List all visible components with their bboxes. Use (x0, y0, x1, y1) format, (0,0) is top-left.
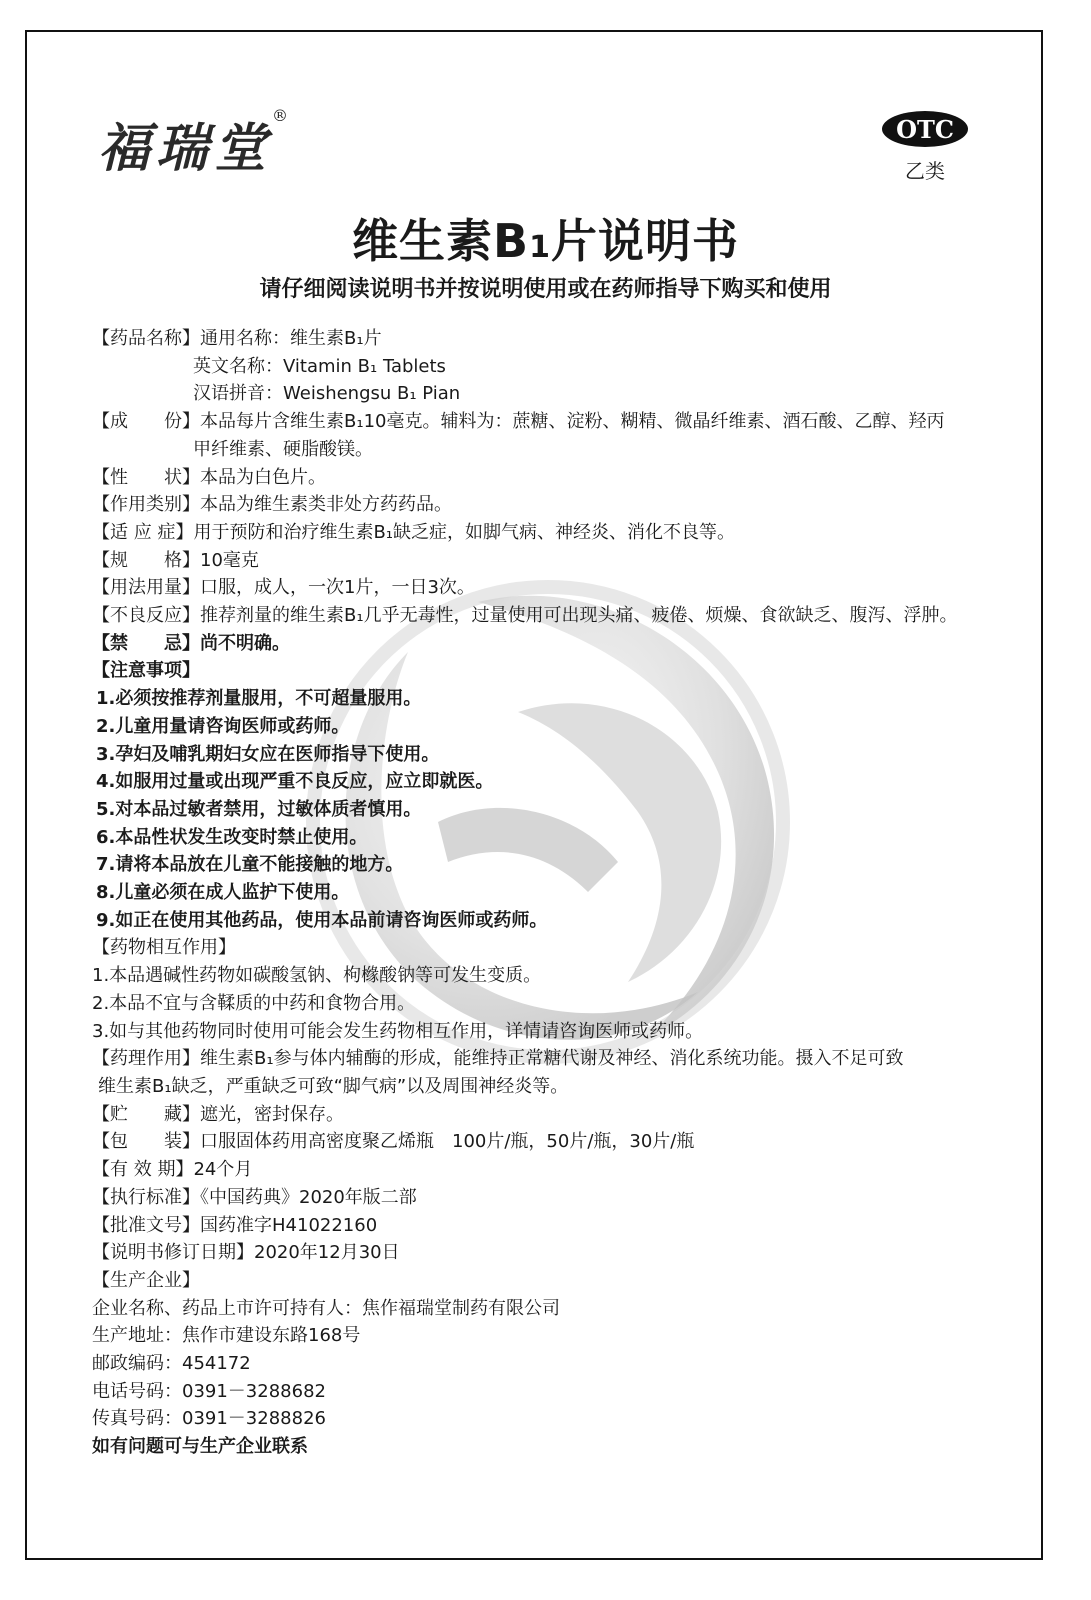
instructions-body (92, 325, 992, 1461)
text-line: 【药理作用】维生素B₁参与体内辅酶的形成，能维持正常糖代谢及神经、消化系统功能。摄入不足可致 (92, 1048, 904, 1070)
text-line: 3.孕妇及哺乳期妇女应在医师指导下使用。 (96, 743, 440, 765)
text-line: 1.必须按推荐剂量服用，不可超量服用。 (96, 688, 422, 710)
text-line: 【药品名称】通用名称：维生素B₁片 (92, 328, 382, 349)
text-line: 9.如正在使用其他药品，使用本品前请咨询医师或药师。 (96, 909, 548, 931)
text-line: 【成 份】本品每片含维生素B₁10毫克。辅料为：蔗糖、淀粉、糊精、微晶纤维素、酒石酸、乙醇、羟丙 (92, 411, 945, 433)
text-line: 【注意事项】 (92, 660, 200, 682)
text-line: 【药物相互作用】 (92, 937, 236, 959)
text-line: 【适 应 症】用于预防和治疗维生素B₁缺乏症，如脚气病、神经炎、消化不良等。 (92, 521, 736, 543)
text-line: 8.儿童必须在成人监护下使用。 (96, 882, 350, 904)
text-line: 2.本品不宜与含鞣质的中药和食物合用。 (92, 992, 416, 1014)
text-line: 邮政编码：454172 (92, 1353, 251, 1375)
text-line: 【用法用量】口服，成人，一次1片，一日3次。 (92, 577, 475, 599)
text-line: 【禁 忌】尚不明确。 (92, 632, 290, 654)
text-line: 【规 格】10毫克 (92, 549, 259, 571)
text-line: 生产地址：焦作市建设东路168号 (92, 1325, 361, 1347)
text-line: 【说明书修订日期】2020年12月30日 (92, 1242, 400, 1264)
text-line: 电话号码：0391－3288682 (92, 1380, 326, 1402)
text-line: 1.本品遇碱性药物如碳酸氢钠、枸橼酸钠等可发生变质。 (92, 965, 542, 987)
otc-class-label: 乙类 (905, 159, 945, 183)
text-line: 企业名称、药品上市许可持有人：焦作福瑞堂制药有限公司 (92, 1297, 560, 1319)
text-line: 【生产企业】 (92, 1269, 200, 1291)
text-line: 汉语拼音：Weishengsu B₁ Pian (193, 383, 461, 405)
text-line: 【包 装】口服固体药用高密度聚乙烯瓶 100片/瓶，50片/瓶，30片/瓶 (92, 1131, 695, 1153)
brand-logo: 福瑞堂® (98, 106, 289, 179)
text-line: 3.如与其他药物同时使用可能会发生药物相互作用，详情请咨询医师或药师。 (92, 1020, 704, 1042)
text-line: 【不良反应】推荐剂量的维生素B₁几乎无毒性，过量使用可出现头痛、疲倦、烦燥、食欲缺乏、腹泻、浮肿。 (92, 605, 958, 627)
text-line: 传真号码：0391－3288826 (92, 1408, 326, 1430)
otc-badge: OTC (882, 111, 968, 147)
page-title: 维生素B1片说明书 (352, 214, 739, 268)
text-line: 2.儿童用量请咨询医师或药师。 (96, 715, 350, 737)
text-line: 维生素B₁缺乏，严重缺乏可致“脚气病”以及周围神经炎等。 (98, 1075, 569, 1097)
page-subtitle: 请仔细阅读说明书并按说明使用或在药师指导下购买和使用 (259, 277, 832, 302)
text-line: 5.对本品过敏者禁用，过敏体质者慎用。 (96, 798, 422, 820)
text-line: 【有 效 期】24个月 (92, 1159, 253, 1181)
text-line: 【性 状】本品为白色片。 (92, 466, 326, 488)
text-line: 【贮 藏】遮光，密封保存。 (92, 1103, 344, 1125)
text-line: 如有问题可与生产企业联系 (92, 1436, 308, 1458)
text-line: 【批准文号】国药准字H41022160 (92, 1214, 378, 1236)
text-line: 甲纤维素、硬脂酸镁。 (193, 438, 373, 460)
text-line: 英文名称：Vitamin B₁ Tablets (193, 355, 446, 377)
text-line: 6.本品性状发生改变时禁止使用。 (96, 826, 368, 848)
text-line: 【作用类别】本品为维生素类非处方药药品。 (92, 494, 452, 516)
text-line: 7.请将本品放在儿童不能接触的地方。 (96, 854, 404, 876)
text-line: 4.如服用过量或出现严重不良反应，应立即就医。 (96, 771, 494, 793)
text-line: 【执行标准】《中国药典》2020年版二部 (92, 1186, 417, 1208)
